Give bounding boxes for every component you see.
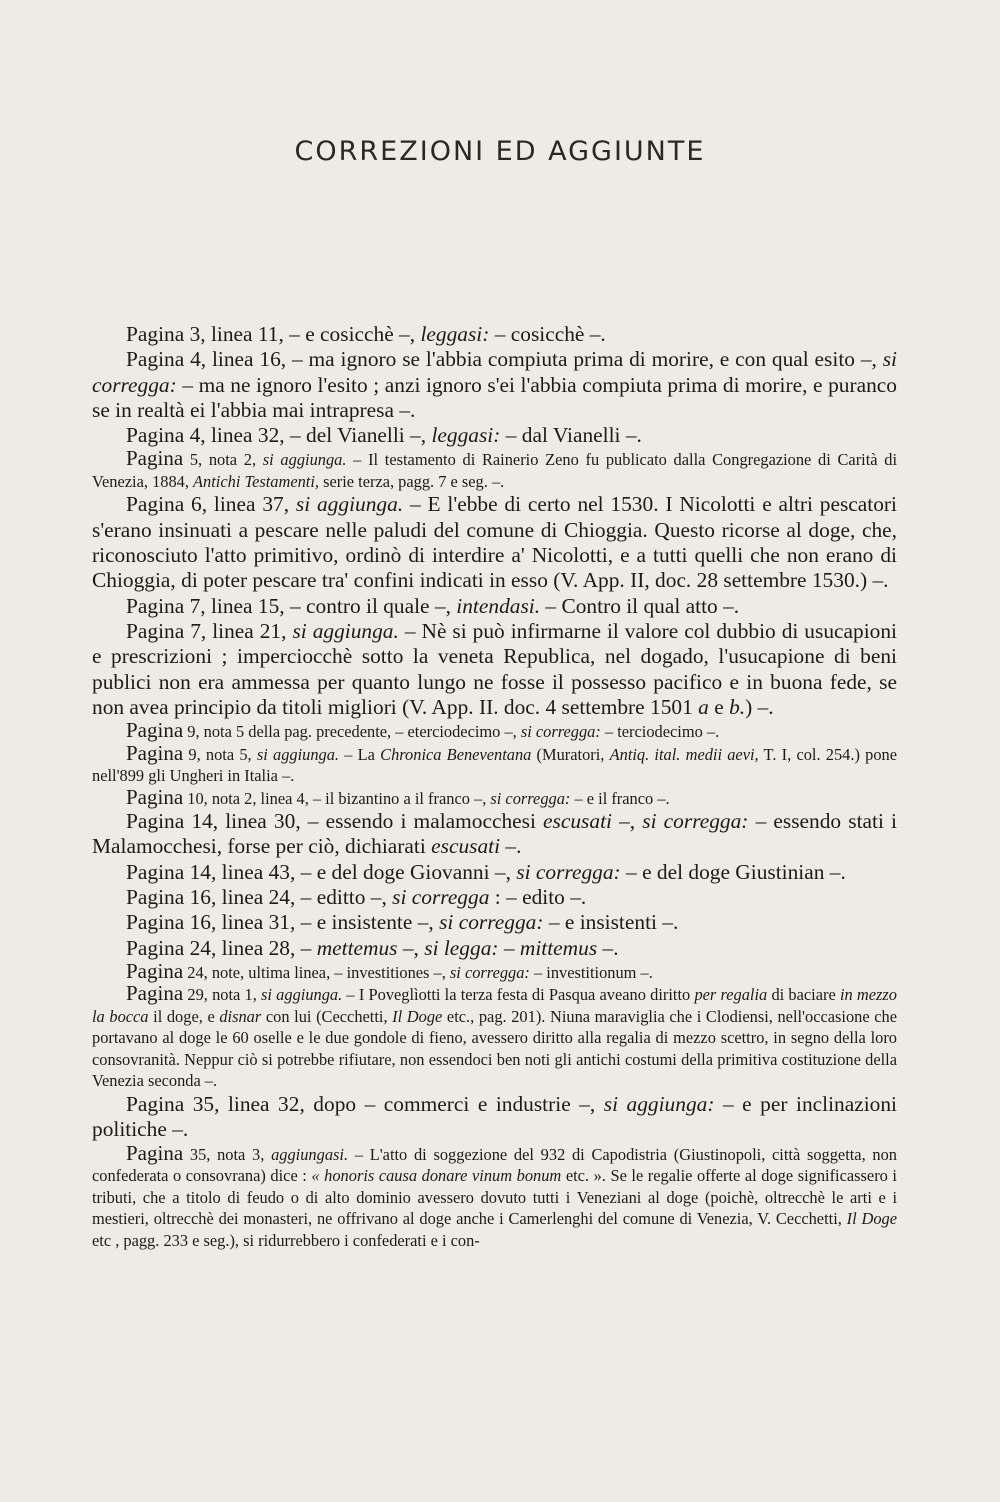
page-ref-label: Pagina [126, 958, 184, 983]
correction-entry [92, 740, 898, 787]
entry-text: 9, nota 5, [183, 744, 257, 764]
entry-text: 10, nota 2, linea 4, – il bizantino a il franco –, [183, 788, 491, 808]
correction-entry [92, 1092, 897, 1143]
italic-text: aggiungasi. [271, 1144, 349, 1164]
entry-text: – e del doge Giustinian –. [620, 859, 846, 884]
entry-text: – dal Vianelli –. [500, 423, 642, 448]
italic-text: si corregga: [439, 910, 544, 935]
entry-text: –, [397, 935, 425, 960]
italic-text: si corregga: [520, 722, 601, 742]
entry-text: – e insistenti –. [543, 910, 679, 935]
entry-text: Pagina 35, linea 32, dopo – commerci e industrie –, [126, 1091, 604, 1116]
correction-entry [92, 594, 897, 619]
italic-text: Antichi Testamenti, [193, 471, 320, 491]
italic-text: in mezzo la bocca [92, 985, 897, 1026]
italic-text: si corregga [392, 885, 490, 910]
italic-text: si corregga: [516, 859, 621, 884]
entry-text: –, [611, 809, 643, 834]
correction-entry [92, 784, 897, 810]
italic-text: disnar [219, 1006, 262, 1026]
entry-text: –. [500, 834, 522, 859]
page-ref-label: Pagina [126, 740, 184, 765]
entry-text: 29, nota 1, [183, 985, 262, 1005]
correction-entry [92, 958, 897, 984]
entry-text: – Il testamento di Rainerio Zeno fu publicato dalla Congregazione di Carità di Venezia, 1884, [92, 450, 897, 491]
entry-text: Pagina 6, linea 37, [126, 492, 296, 517]
entry-text: – E l'ebbe di certo nel 1530. I Nicolotti e altri pescatori s'erano insinuati a pescare nelle paludi del comune di Chioggia. Questo ricorse al doge, che, riconosciuto l'atto primitivo, ordinò di interdire a' Nicolotti, e a tutti quelli che non erano di Chioggia, di poter pescare tra' confini indicati in esso (V. App. II, doc. 28 settembre 1530.) –. [92, 492, 898, 593]
entry-text: Pagina 7, linea 15, – contro il quale –, [126, 593, 457, 618]
italic-text: Chronica Beneventana [380, 744, 532, 764]
italic-text: si aggiunga. [261, 985, 343, 1005]
page-ref-label: Pagina [126, 981, 184, 1006]
entry-text: – essendo stati i Malamocchesi, forse per ciò, dichiarati [92, 809, 897, 859]
italic-text: si legga: [424, 935, 499, 960]
entry-text: –. [597, 935, 619, 960]
italic-text: Il Doge [392, 1006, 443, 1026]
italic-text: si aggiunga. [262, 450, 347, 470]
entry-text: – La [339, 744, 381, 764]
correction-entry [92, 347, 897, 423]
entry-text: e [708, 694, 730, 719]
italic-text: si corregga: [642, 809, 749, 834]
italic-text: si corregga: [92, 347, 897, 397]
entry-text: di baciare [767, 985, 840, 1005]
italic-text: si aggiunga. [256, 744, 340, 764]
entry-text: – I Poveglìotti la terza festa di Pasqua aveano diritto [342, 985, 695, 1005]
italic-text: escusati [431, 834, 501, 859]
correction-entry [92, 885, 897, 910]
entry-text: – ma ne ignoro l'esito ; anzi ignoro s'ei l'abbia compiuta prima di morire, e puranco se in realtà ei l'abbia mai intrapresa –. [92, 372, 897, 422]
corrections-list [92, 322, 897, 1251]
entry-text: 9, nota 5 della pag. precedente, – eterciodecimo –, [183, 722, 521, 742]
italic-text: « honoris causa donare vinum bonum [311, 1166, 562, 1186]
page-ref-label: Pagina [126, 1140, 184, 1165]
italic-text: si corregga: [449, 962, 530, 982]
italic-text: si aggiunga: [603, 1091, 715, 1116]
page-ref-label: Pagina [126, 784, 184, 809]
entry-text: : – edito –. [489, 885, 587, 910]
correction-entry [92, 448, 897, 492]
entry-text: 24, note, ultima linea, – investitiones –, [183, 962, 450, 982]
correction-entry [92, 423, 897, 448]
entry-text: – [498, 935, 520, 960]
correction-entry [92, 809, 897, 860]
entry-text: Pagina 16, linea 31, – e insistente –, [126, 910, 440, 935]
entry-text: Pagina 3, linea 11, – e cosicchè –, [126, 322, 421, 346]
entry-text: – cosicchè –. [489, 322, 606, 346]
correction-entry [92, 1140, 897, 1252]
entry-text: – e il franco –. [570, 788, 670, 808]
entry-text: ) –. [745, 694, 774, 719]
entry-text: Pagina 24, linea 28, – [126, 935, 317, 960]
italic-text: si aggiunga. [292, 618, 399, 643]
entry-text: con lui (Cecchetti, [261, 1006, 393, 1026]
entry-text: – e per inclinazioni politiche –. [92, 1091, 897, 1142]
entry-text: Pagina 7, linea 21, [126, 618, 293, 643]
entry-text: Pagina 14, linea 30, – essendo i malamocchesi [126, 809, 544, 834]
entry-text: Pagina 16, linea 24, – editto –, [126, 885, 393, 910]
correction-entry [92, 910, 897, 935]
correction-entry [92, 492, 897, 593]
italic-text: Antiq. ital. medii aevi, [609, 744, 759, 764]
italic-text: per regalia [694, 985, 768, 1005]
correction-entry [92, 322, 897, 347]
entry-text: serie terza, pagg. 7 e seg. –. [319, 471, 505, 491]
italic-text: Il Doge [846, 1209, 897, 1229]
entry-text: – terciodecimo –. [600, 722, 720, 742]
correction-entry [92, 720, 897, 743]
entry-text: Pagina 4, linea 16, – ma ignoro se l'abbia compiuta prima di morire, e con qual esito –, [126, 347, 883, 372]
italic-text: leggasi: [420, 322, 490, 346]
entry-text: il doge, e [148, 1006, 220, 1026]
entry-text: etc. ». Se le regalie offerte al doge significassero i tributi, che a titolo di feudo o di alto dominio avessero dovuto tutti i Veneziani al doge (poichè, oltrecchè le arti e i mestieri, oltrecchè dei monasteri, ne offrivano al doge anche i Camerlenghi del comune di Venezia, V. Cecchetti, [92, 1166, 897, 1229]
entry-text: Pagina 4, linea 32, – del Vianelli –, [126, 423, 432, 448]
entry-text: (Muratori, [531, 744, 610, 764]
entry-text: etc , pagg. 233 e seg.), si ridurrebbero i confederati e i con- [92, 1230, 480, 1250]
italic-text: mittemus [519, 935, 598, 960]
entry-text: – Nè si può infirmarne il valore col dubbio di usucapioni e prescrizioni ; imperciocchè sotto la veneta Republica, nel dogado, l'usucapione di beni publici non era ammessa per quanto lungo ne fosse il possesso pacifico e in buona fede, se non avea principio da titoli migliori (V. App. II. doc. 4 settembre 1501 [92, 618, 897, 719]
correction-entry [92, 619, 897, 720]
page-title: CORREZIONI ED AGGIUNTE [294, 136, 706, 167]
page-ref-label: Pagina [126, 446, 184, 471]
entry-text: Pagina 14, linea 43, – e del doge Giovanni –, [126, 859, 517, 884]
entry-text: etc., pag. 201). Niuna maraviglia che i Clodiensi, nell'occasione che portavano al doge le 60 oselle e le due gondole di fieno, avessero diritto alla regalia di mezzo scettro, in segno della loro consovranità. Neppur ciò si potrebbe rifiutare, non essendoci ben noti gli antichi costumi della primitiva costituzione della Venezia seconda –. [92, 1006, 898, 1091]
entry-text: 35, nota 3, [183, 1144, 272, 1164]
italic-text: mettemus [316, 935, 398, 960]
italic-text: intendasi. [456, 593, 541, 618]
entry-text: 5, nota 2, [183, 450, 263, 470]
italic-text: escusati [543, 809, 612, 834]
entry-text: – Contro il qual atto –. [540, 593, 740, 618]
page-ref-label: Pagina [126, 718, 184, 743]
correction-entry [92, 983, 897, 1092]
italic-text: si aggiunga. [295, 492, 404, 517]
italic-text: a [698, 694, 709, 719]
entry-text: – investitionum –. [529, 962, 653, 982]
italic-text: b. [729, 694, 746, 719]
italic-text: leggasi: [431, 423, 501, 448]
entry-text: T. I, col. 254.) pone nell'899 gli Ungheri in Italia –. [92, 744, 898, 786]
entry-text: – L'atto di soggezione del 932 di Capodistria (Giustinopoli, città soggetta, non confederata o consovrana) dice : [92, 1144, 897, 1186]
italic-text: si corregga: [490, 788, 571, 808]
correction-entry [92, 936, 897, 961]
correction-entry [92, 860, 897, 885]
